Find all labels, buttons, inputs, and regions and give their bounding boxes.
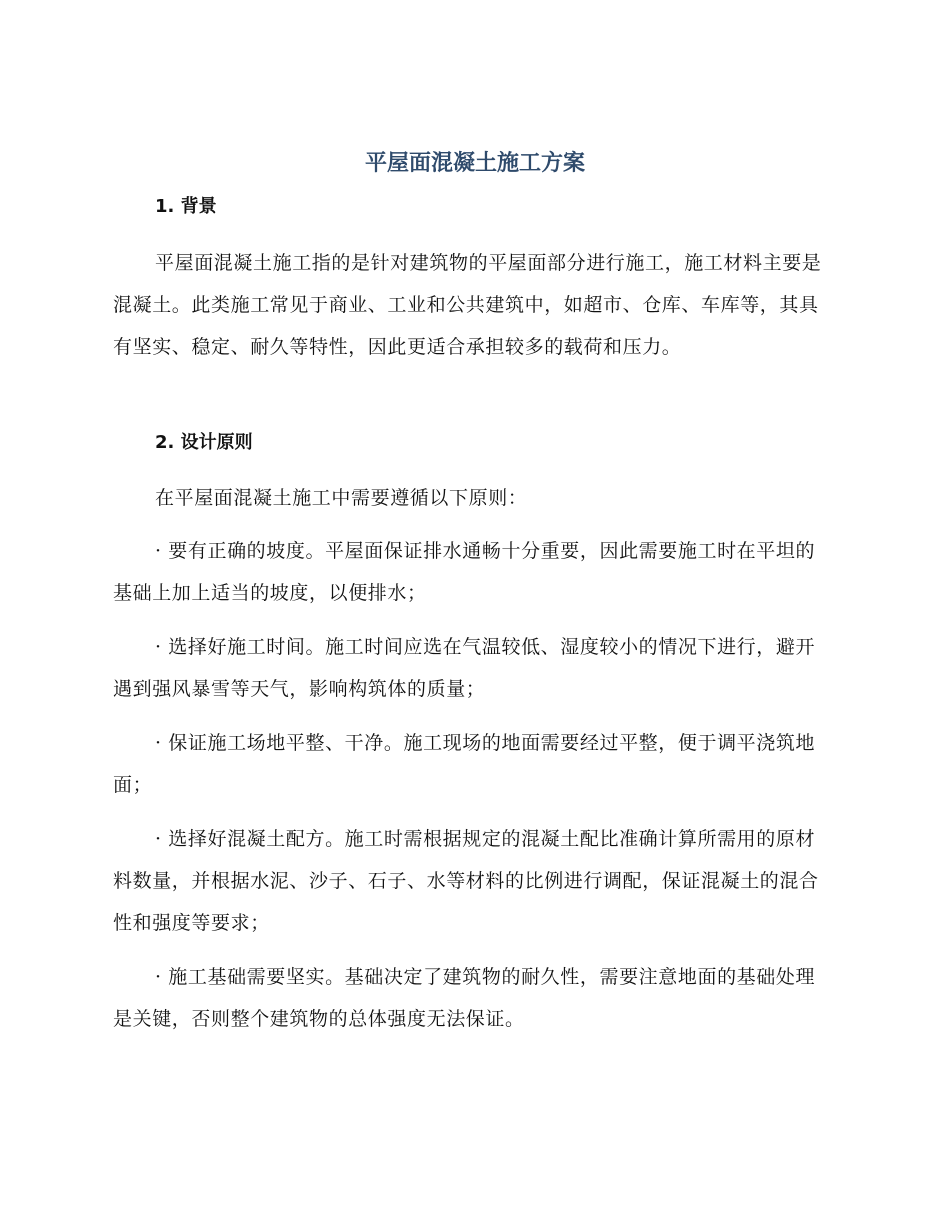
section-heading-design-principles: 2. 设计原则: [155, 432, 253, 453]
list-item-foundation: · 施工基础需要坚实。基础决定了建筑物的耐久性，需要注意地面的基础处理是关键，否则整个建筑物的总体强度无法保证。: [113, 966, 816, 1030]
document-title: 平屋面混凝土施工方案: [364, 151, 585, 176]
list-item-concrete-mix: · 选择好混凝土配方。施工时需根据规定的混凝土配比准确计算所需用的原材料数量，并根据水泥、沙子、石子、水等材料的比例进行调配，保证混凝土的混合性和强度等要求；: [113, 828, 819, 934]
list-item-site-flatness: · 保证施工场地平整、干净。施工现场的地面需要经过平整，便于调平浇筑地面；: [113, 732, 816, 796]
list-item-construction-time: · 选择好施工时间。施工时间应选在气温较低、湿度较小的情况下进行，避开遇到强风暴雪等天气，影响构筑体的质量；: [113, 636, 816, 700]
paragraph-principles-intro: 在平屋面混凝土施工中需要遵循以下原则：: [155, 487, 528, 509]
paragraph-background: 平屋面混凝土施工指的是针对建筑物的平屋面部分进行施工，施工材料主要是混凝土。此类施工常见于商业、工业和公共建筑中，如超市、仓库、车库等，其具有坚实、稳定、耐久等特性，因此更适合承担较多的载荷和压力。: [113, 252, 822, 358]
section-heading-background: 1. 背景: [155, 196, 217, 217]
list-item-slope: · 要有正确的坡度。平屋面保证排水通畅十分重要，因此需要施工时在平坦的基础上加上适当的坡度，以便排水；: [113, 540, 816, 604]
